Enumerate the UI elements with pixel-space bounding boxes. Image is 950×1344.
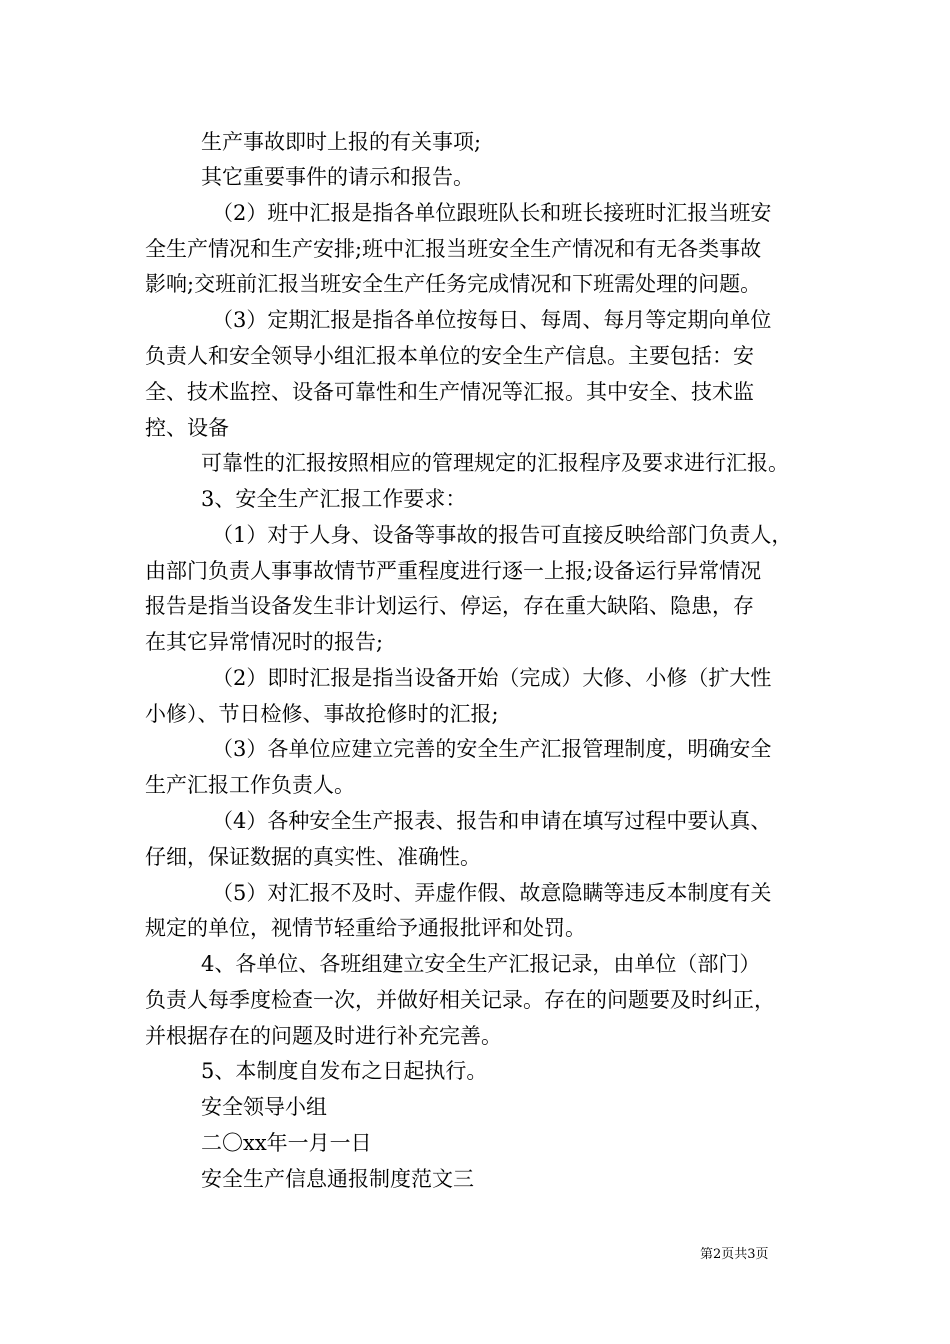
text-line: 5、本制度自发布之日起执行。: [201, 1059, 488, 1083]
text-line: 在其它异常情况时的报告;: [145, 630, 384, 654]
text-line: 由部门负责人事事故情节严重程度进行逐一上报;设备运行异常情况: [145, 559, 762, 583]
text-line: 报告是指当设备发生非计划运行、停运，存在重大缺陷、隐患，存: [145, 594, 754, 618]
text-line: 并根据存在的问题及时进行补充完善。: [145, 1024, 502, 1048]
page-number: 第2页共3页: [700, 1247, 769, 1262]
text-line: （2）班中汇报是指各单位跟班队长和班长接班时汇报当班安: [212, 201, 772, 225]
text-line: 生产事故即时上报的有关事项;: [201, 130, 482, 154]
next-section-title: 安全生产信息通报制度范文三: [201, 1167, 474, 1191]
text-line: （5）对汇报不及时、弄虚作假、故意隐瞒等违反本制度有关: [212, 881, 772, 905]
text-line: 仔细，保证数据的真实性、准确性。: [145, 845, 481, 869]
text-line: 生产汇报工作负责人。: [145, 773, 355, 797]
text-line: （3）各单位应建立完善的安全生产汇报管理制度，明确安全: [212, 737, 772, 761]
text-line: 负责人和安全领导小组汇报本单位的安全生产信息。主要包括：安: [145, 344, 754, 368]
text-line: （4）各种安全生产报表、报告和申请在填写过程中要认真、: [212, 809, 772, 833]
signature-date: 二〇xx年一月一日: [201, 1131, 372, 1155]
text-line: （2）即时汇报是指当设备开始（完成）大修、小修（扩大性: [212, 666, 772, 690]
text-line: 其它重要事件的请示和报告。: [201, 165, 474, 189]
text-line: 规定的单位，视情节轻重给予通报批评和处罚。: [145, 916, 586, 940]
text-line: （1）对于人身、设备等事故的报告可直接反映给部门负责人，: [212, 523, 793, 547]
text-line: 全生产情况和生产安排;班中汇报当班安全生产情况和有无各类事故: [145, 237, 762, 261]
text-line: 4、各单位、各班组建立安全生产汇报记录，由单位（部门）: [201, 952, 761, 976]
text-line: 3、安全生产汇报工作要求：: [201, 487, 467, 511]
text-line: 负责人每季度检查一次，并做好相关记录。存在的问题要及时纠正，: [145, 988, 775, 1012]
text-line: 可靠性的汇报按照相应的管理规定的汇报程序及要求进行汇报。: [201, 451, 789, 475]
text-line: （3）定期汇报是指各单位按每日、每周、每月等定期向单位: [212, 308, 772, 332]
text-line: 全、技术监控、设备可靠性和生产情况等汇报。其中安全、技术监: [145, 380, 754, 404]
signature-org: 安全领导小组: [201, 1095, 327, 1119]
text-line: 影响;交班前汇报当班安全生产任务完成情况和下班需处理的问题。: [145, 272, 762, 296]
text-line: 控、设备: [145, 416, 229, 440]
text-line: 小修）、节日检修、事故抢修时的汇报;: [145, 702, 499, 726]
